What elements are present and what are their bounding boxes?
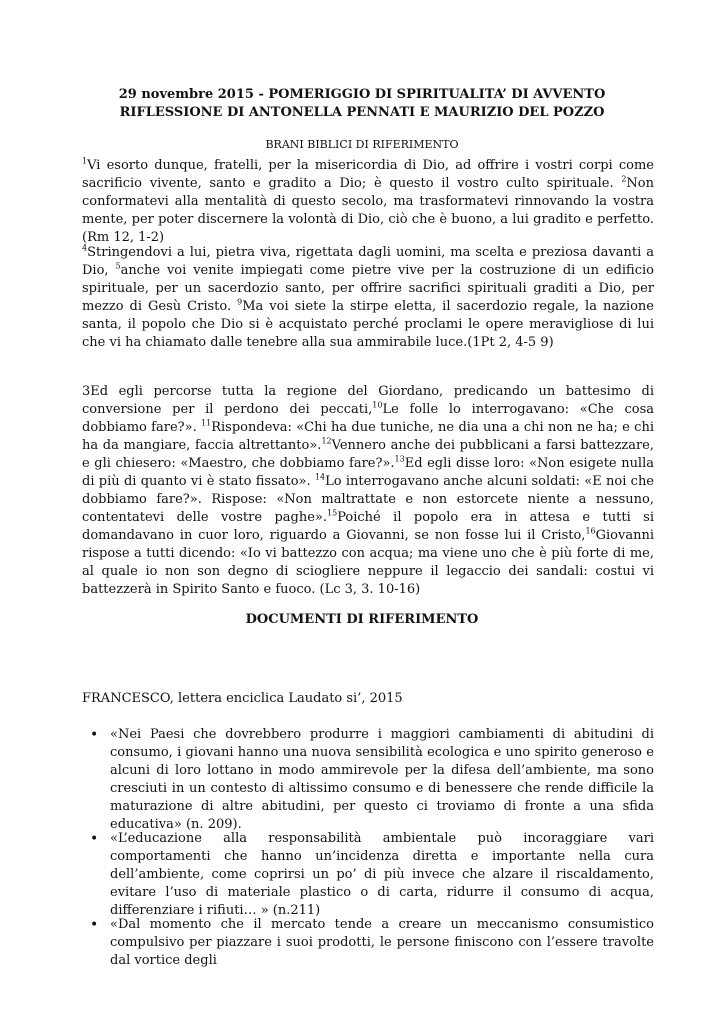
passage-text: Vi esorto dunque, fratelli, per la misericordia di Dio, ad offrire i vostri corpi come sacrificio vivente, santo e gradito a Dio; è questo il vostro culto spirituale. <box>82 158 654 191</box>
passage-text: Ma voi siete la stirpe eletta, il sacerdozio regale, la nazione santa, il popolo che Dio si è acquistato perché proclami le opere meravigliose di lui che vi ha chiamato dalle tenebre alla sua ammirabile luce.(1Pt 2, 4-5 9) <box>82 299 654 350</box>
page-title: 29 novembre 2015 - POMERIGGIO DI SPIRITUALITA’ DI AVVENTO <box>118 87 606 102</box>
list-item-text: «Nei Paesi che dovrebbero produrre i maggiori cambiamenti di abitudini di consumo, i giovani hanno una nuova sensibilità ecologica e uno spirito generoso e alcuni di loro lottano in modo ammirevole per la difesa dell’ambiente, ma sono cresciuti in un contesto di altissimo consumo e di benessere che rende difficile la maturazione di altre abitudini, per questo ci troviamo di fronte a una sfida educativa» (n. 209). <box>110 727 654 832</box>
passage-text: Stringendovi a lui, pietra viva, rigettata dagli uomini, ma scelta e preziosa davanti a Dio, <box>82 245 654 278</box>
section-subtitle: BRANI BIBLICI DI RIFERIMENTO <box>265 138 459 151</box>
passage-text: anche voi venite impiegati come pietre vive per la costruzione di un edificio spirituale, per un sacerdozio santo, per offrire sacrifici spirituali graditi a Dio, per mezzo di Gesù Cristo. <box>82 263 654 314</box>
passage-text: Lo interrogavano anche alcuni soldati: «E noi che dobbiamo fare?». Rispose: «Non maltrattate e non estorcete niente a nessuno, contentatevi delle vostre paghe». <box>82 474 655 525</box>
passage-text: Ed egli disse loro: «Non esigete nulla di più di quanto vi è stato fissato». <box>82 456 655 489</box>
documents-heading: DOCUMENTI DI RIFERIMENTO <box>245 612 479 627</box>
passage-text: Giovanni rispose a tutti dicendo: «Io vi battezzo con acqua; ma viene uno che è più forte di me, al quale io non son degno di sciogliere neppure il legaccio dei sandali: costui vi battezzerà in Spirito Santo e fuoco. (Lc 3, 3. 10-16) <box>82 528 654 597</box>
passage-luke <box>82 383 654 599</box>
bullet-icon: • <box>90 831 99 847</box>
bullet-icon: • <box>90 917 99 933</box>
verse-number: 13 <box>394 454 405 464</box>
passage-text: Non conformatevi alla mentalità di questo secolo, ma trasformatevi rinnovando la vostra mente, per poter discernere la volontà di Dio, ciò che è buono, a lui gradito e perfetto.(Rm 12, 1-2) <box>82 176 654 245</box>
page-title-second-line: RIFLESSIONE DI ANTONELLA PENNATI E MAURIZIO DEL POZZO <box>119 105 605 120</box>
passage-peter <box>82 244 654 352</box>
verse-number: 11 <box>201 418 212 428</box>
passage-text: Rispondeva: «Chi ha due tuniche, ne dia una a chi non ne ha; e chi ha da mangiare, faccia altrettanto». <box>82 420 654 453</box>
verse-number: 10 <box>372 400 383 410</box>
verse-number: 15 <box>327 508 338 518</box>
verse-number: 4 <box>82 243 88 253</box>
list-item-text: «Dal momento che il mercato tende a creare un meccanismo consumistico compulsivo per piazzare i suoi prodotti, le persone finiscono con l’essere travolte dal vortice degli <box>110 917 654 968</box>
passage-text: 3Ed egli percorse tutta la regione del Giordano, predicando un battesimo di conversione per il perdono dei peccati, <box>82 384 654 417</box>
verse-number: 5 <box>115 261 121 271</box>
passage-text: Le folle lo interrogavano: «Che cosa dobbiamo fare?». <box>82 402 654 435</box>
passage-text: Poiché il popolo era in attesa e tutti si domandavano in cuor loro, riguardo a Giovanni, se non fosse lui il Cristo, <box>82 510 654 543</box>
passage-text: Vennero anche dei pubblicani a farsi battezzare, e gli chiesero: «Maestro, che dobbiamo fare?». <box>82 438 655 471</box>
verse-number: 2 <box>621 174 627 184</box>
verse-number: 14 <box>314 472 326 482</box>
list-item-text: «L’educazione alla responsabilità ambientale può incoraggiare vari comportamenti che hanno un’incidenza diretta e importante nella cura dell’ambiente, come coprirsi un po’ di più invece che alzare il riscaldamento, evitare l’uso di materiale plastico o di carta, ridurre il consumo di acqua, differenziare i rifiuti… » (n.211) <box>110 831 654 918</box>
verse-number: 9 <box>237 297 243 307</box>
list-item <box>82 726 654 832</box>
passage-romans <box>82 157 654 247</box>
documents-source: FRANCESCO, lettera enciclica Laudato si’, 2015 <box>82 691 403 706</box>
verse-number: 1 <box>82 156 88 166</box>
verse-number: 16 <box>585 526 596 536</box>
verse-number: 12 <box>321 436 332 446</box>
list-item <box>82 916 654 976</box>
bullet-icon: • <box>90 727 99 743</box>
list-item <box>82 830 654 920</box>
